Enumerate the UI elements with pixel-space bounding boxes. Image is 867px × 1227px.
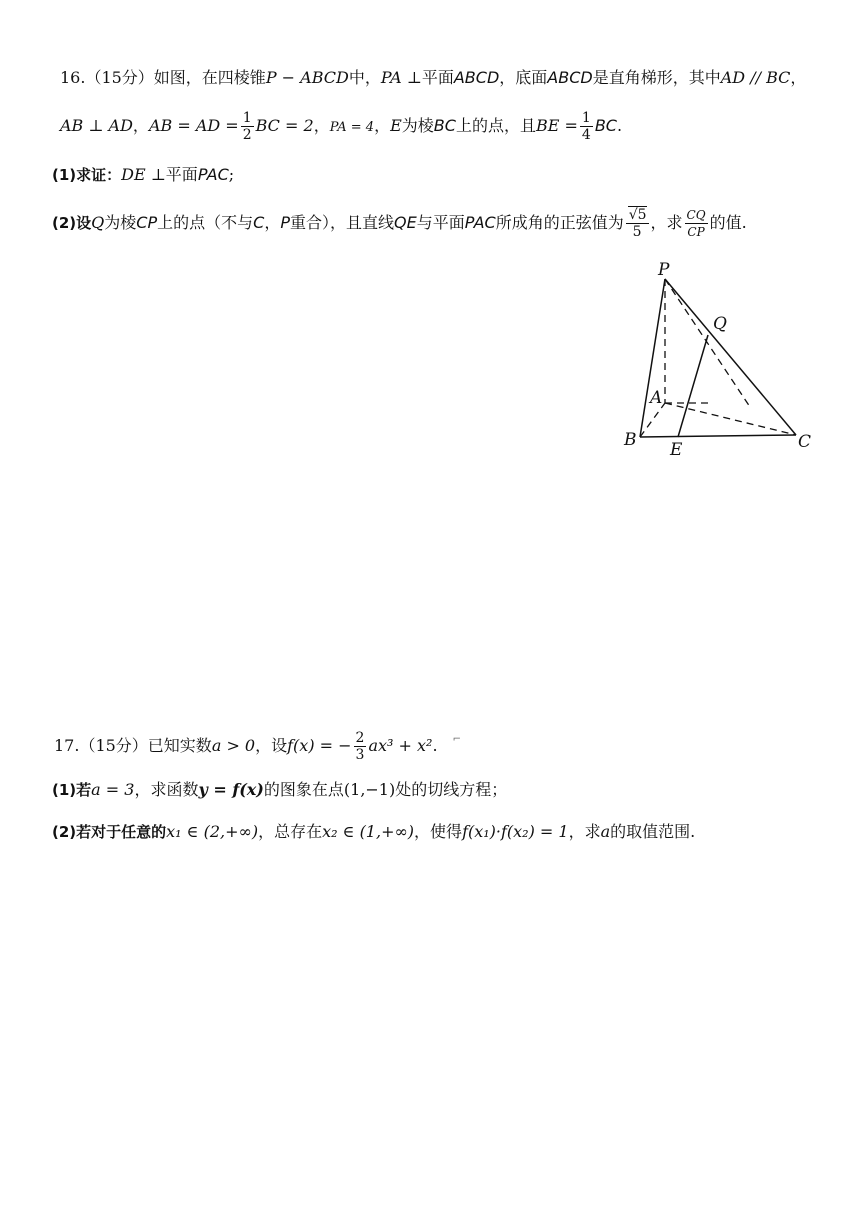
q16-text: 平面 <box>165 165 198 184</box>
fraction-numerator: 1 <box>581 110 591 126</box>
half-fraction <box>241 110 254 143</box>
cq-over-cp-fraction <box>685 207 708 240</box>
edge-pd <box>665 279 750 407</box>
q17-text: 的图象在点 <box>263 780 344 799</box>
q16-text: 中， <box>348 68 381 87</box>
q16-bc: BC <box>433 116 456 135</box>
q16-text: . <box>616 116 623 135</box>
q16-qe: QE <box>394 213 417 232</box>
q17-text: 的取值范围. <box>610 822 696 841</box>
fraction-denominator: CP <box>687 225 705 239</box>
q16-part1-de-perp: DE ⊥ <box>121 165 166 184</box>
label-q: Q <box>713 314 727 334</box>
stray-mark: ⌐ <box>452 734 462 745</box>
q17-product-condition: f(x₁)·f(x₂) = 1 <box>462 822 569 841</box>
label-p: P <box>658 260 670 280</box>
q16-text: 与平面 <box>416 213 465 232</box>
fraction-denominator: 5 <box>632 224 642 240</box>
q16-pac: PAC <box>197 165 229 184</box>
q17-x2-domain: x₂ ∈ (1,+∞) <box>322 822 415 841</box>
q16-text: 平面 <box>421 68 454 87</box>
label-b: B <box>624 430 637 450</box>
fraction-denominator: 3 <box>355 747 365 763</box>
sqrt-five: √5 <box>628 207 647 223</box>
q16-text: ; <box>228 165 235 184</box>
q16-p: P <box>280 213 290 232</box>
q17-part1 <box>52 780 507 800</box>
q16-header: 16.（15分）如图，在四棱锥 <box>60 68 266 87</box>
fraction-numerator: CQ <box>686 208 706 222</box>
q16-pac: PAC <box>464 213 496 232</box>
label-c: C <box>798 432 812 452</box>
q16-text: 为棱 <box>104 213 137 232</box>
q16-abcd: ABCD <box>547 68 593 87</box>
q16-pyramid: P − ABCD <box>265 68 349 87</box>
q16-text: ， <box>132 116 149 135</box>
edge-ba <box>640 403 665 437</box>
edge-pb <box>640 279 665 437</box>
q17-a: a <box>600 822 611 841</box>
q17-a-positive: a > 0 <box>211 736 256 755</box>
q17-text: . <box>432 736 438 755</box>
label-e: E <box>670 440 683 460</box>
edge-ac <box>665 403 796 435</box>
edge-bc <box>640 435 796 437</box>
fraction-numerator: 1 <box>242 110 252 126</box>
edge-pc <box>665 279 796 435</box>
q16-text: ，底面 <box>499 68 548 87</box>
q17-y-eq-fx: y = f(x) <box>198 780 264 799</box>
edge-qe <box>678 335 708 437</box>
label-a: A <box>650 388 663 408</box>
q16-text: ， <box>374 116 391 135</box>
q16-pa-perp: PA ⊥ <box>380 68 422 87</box>
q17-f-definition: f(x) = − <box>287 736 352 755</box>
q16-cp: CP <box>136 213 158 232</box>
figure-hidden-edges <box>640 279 796 437</box>
q16-text: ，求 <box>650 213 683 232</box>
q16-c: C <box>253 213 265 232</box>
q16-e: E <box>390 116 402 135</box>
q16-parallel: AD // BC <box>720 68 791 87</box>
q17-point: (1,−1) <box>343 780 396 799</box>
q16-text: 上的点，且 <box>455 116 536 135</box>
q16-abcd: ABCD <box>453 68 500 87</box>
q16-text: 的值. <box>709 213 747 232</box>
q17-a-eq-3: a = 3 <box>91 780 135 799</box>
q17-header: 17.（15分）已知实数 <box>54 736 212 755</box>
q17-part1-prefix: (1)若 <box>52 781 92 799</box>
q16-bc-eq: BC = 2 <box>255 116 314 135</box>
q16-q: Q <box>91 213 105 232</box>
q17-f-rest: ax³ + x² <box>368 736 433 755</box>
q16-text: 所成角的正弦值为 <box>495 213 624 232</box>
q16-part1 <box>52 165 234 185</box>
q16-text: 为棱 <box>401 116 434 135</box>
q17-text: ，使得 <box>414 822 463 841</box>
quarter-fraction <box>580 110 593 143</box>
q17-line1 <box>54 730 461 763</box>
q16-text: ， <box>790 68 807 87</box>
q16-part2-prefix: (2)设 <box>52 214 92 232</box>
figure-solid-edges <box>640 279 796 437</box>
fraction-denominator: 2 <box>242 127 252 143</box>
q17-text: 处的切线方程； <box>395 780 508 799</box>
pyramid-figure <box>610 255 830 465</box>
q16-part2 <box>52 207 747 240</box>
fraction-denominator: 4 <box>581 127 591 143</box>
q17-text: ，求函数 <box>134 780 199 799</box>
two-thirds-fraction <box>354 730 367 763</box>
q16-pa-eq: PA = 4 <box>329 120 375 135</box>
q17-text: ，求 <box>568 822 601 841</box>
q17-part2 <box>52 822 695 842</box>
fraction-numerator: 2 <box>355 730 365 746</box>
fraction-numerator <box>626 207 649 224</box>
q16-text: ， <box>313 116 330 135</box>
q16-line2 <box>60 110 622 143</box>
q16-line1 <box>60 68 806 88</box>
q17-text: ，设 <box>255 736 288 755</box>
q16-ab-perp-ad: AB ⊥ AD <box>60 116 133 135</box>
q17-x1-domain: x₁ ∈ (2,+∞) <box>166 822 259 841</box>
q16-text: 是直角梯形，其中 <box>592 68 721 87</box>
q16-text: ， <box>264 213 281 232</box>
q16-part1-prefix: (1)求证： <box>52 166 122 184</box>
q17-text: ，总存在 <box>258 822 323 841</box>
q16-text: 上的点（不与 <box>157 213 254 232</box>
q17-part2-prefix: (2)若对于任意的 <box>52 823 167 841</box>
q16-ab-eq-ad: AB = AD = <box>148 116 239 135</box>
sqrt5-over-5-fraction <box>626 207 649 240</box>
q16-be-eq: BE = <box>535 116 578 135</box>
q16-text: 重合），且直线 <box>289 213 394 232</box>
q16-bc: BC <box>594 116 617 135</box>
